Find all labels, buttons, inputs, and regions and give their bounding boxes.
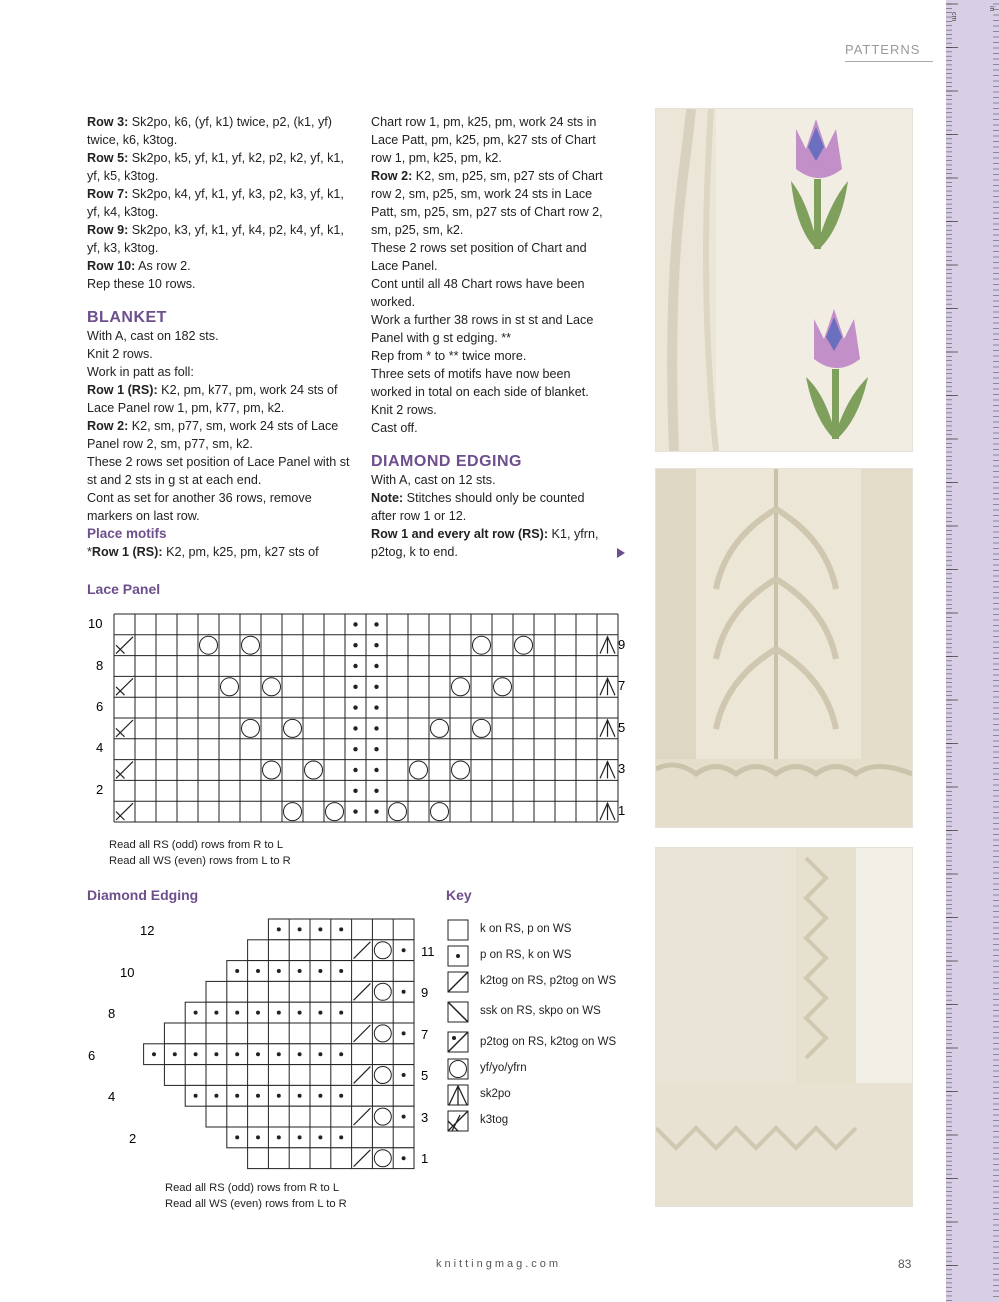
header-rule [845,61,933,62]
ssk-icon [448,1002,468,1022]
row-number: 12 [140,923,155,938]
row-number: 9 [618,637,626,652]
ruler-unit: cm [950,12,957,22]
body-line: With A, cast on 182 sts. [87,329,219,343]
row-number: 6 [96,699,104,714]
section-label: PATTERNS [845,42,921,57]
chart-note: Read all WS (even) rows from L to R [109,855,291,867]
row-number: 1 [618,803,626,818]
diamond-edging-notes [165,1180,347,1212]
note-line: Note: Stitches should only be counted after row 1 or 12. [371,491,585,523]
pattern-row: Row 1 (RS): K2, pm, k77, pm, work 24 sts of Lace Panel row 1, pm, k77, pm, k2. [87,383,338,415]
key-label: ssk on RS, skpo on WS [480,1005,601,1017]
body-line: Work a further 38 rows in st st and Lace Panel with g st edging. ** [371,313,594,345]
tulip-blanket-photo [655,108,913,452]
yarn-over-icon [448,1059,468,1079]
diamond-edging-photo [655,847,913,1207]
body-line: Cast off. [371,421,418,435]
row-number: 4 [96,740,104,755]
ruler-unit: in [988,6,995,12]
knit-square-icon [448,920,468,940]
body-line: Rep from * to ** twice more. [371,349,527,363]
row-number: 8 [96,658,104,673]
key-label: p2tog on RS, k2tog on WS [480,1036,617,1048]
pattern-row: *Row 1 (RS): K2, pm, k25, pm, k27 sts of [87,545,319,559]
body-line: Three sets of motifs have now been worked in total on each side of blanket. [371,367,589,399]
key-label: yf/yo/yfrn [480,1062,527,1074]
lace-panel-notes [109,837,291,869]
page-number: 83 [898,1257,912,1271]
key-label: sk2po [480,1088,511,1100]
row-number: 9 [421,985,429,1000]
pattern-row: Row 7: Sk2po, k4, yf, k1, yf, k3, p2, k3, yf, k1, yf, k4, k3tog. [87,187,344,219]
key-title: Key [446,887,472,903]
repeat-line: Rep these 10 rows. [87,277,196,291]
diamond-edging-heading: DIAMOND EDGING [371,453,522,470]
pattern-row: Row 1 and every alt row (RS): K1, yfrn, p2tog, k to end. [371,527,599,559]
diamond-edging-chart [82,915,442,1175]
continue-arrow-icon [617,548,625,558]
body-line: With A, cast on 12 sts. [371,473,496,487]
key-label: k on RS, p on WS [480,923,572,935]
row-number: 3 [618,761,626,776]
row-number: 7 [618,678,626,693]
pattern-row: Row 10: As row 2. [87,259,191,273]
place-motifs-heading: Place motifs [87,526,167,541]
key-symbols [446,918,470,1138]
body-line: These 2 rows set position of Lace Panel with st st and 2 sts in g st at each end. [87,455,350,487]
chart-note: Read all RS (odd) rows from R to L [109,839,284,851]
diamond-edging-title: Diamond Edging [87,887,199,903]
pattern-row: Row 2: K2, sm, p77, sm, work 24 sts of Lace Panel row 2, sm, p77, sm, k2. [87,419,339,451]
key-label: k3tog [480,1114,509,1126]
body-line: Chart row 1, pm, k25, pm, work 24 sts in Lace Patt, pm, k25, pm, k27 sts of Chart row 1, pm, k25, pm, k2. [371,115,597,165]
lace-panel-chart [80,610,640,830]
body-line: Cont until all 48 Chart rows have been worked. [371,277,585,309]
row-number: 4 [108,1089,116,1104]
row-number: 10 [88,616,103,631]
text-column-right [371,113,613,561]
body-line: Knit 2 rows. [87,347,153,361]
chart-note: Read all RS (odd) rows from R to L [165,1182,340,1194]
footer-site: knittingmag.com [436,1258,562,1270]
chart-note: Read all WS (even) rows from L to R [165,1198,347,1210]
pattern-row: Row 3: Sk2po, k6, (yf, k1) twice, p2, (k1, yf) twice, k6, k3tog. [87,115,332,147]
pattern-row: Row 5: Sk2po, k5, yf, k1, yf, k2, p2, k2, yf, k1, yf, k5, k3tog. [87,151,344,183]
key-label: k2tog on RS, p2tog on WS [480,975,617,987]
key-label: p on RS, k on WS [480,949,572,961]
pattern-row: Row 2: K2, sm, p25, sm, p27 sts of Chart row 2, sm, p25, sm, work 24 sts in Lace Patt, sm, p25, sm, p27 sts of Chart row 2, sm, p25, sm, k2. [371,169,603,237]
k3tog-icon [448,1111,468,1131]
k2tog-icon [448,972,468,992]
measuring-ruler [946,0,999,1302]
lace-panel-title: Lace Panel [87,581,161,597]
row-number: 1 [421,1151,429,1166]
body-line: Work in patt as foll: [87,365,194,379]
body-line: Cont as set for another 36 rows, remove markers on last row. [87,491,312,523]
blanket-heading: BLANKET [87,309,167,326]
row-number: 10 [120,965,135,980]
text-column-left [87,113,357,561]
row-number: 6 [88,1048,96,1063]
lace-panel-photo [655,468,913,828]
purl-dot-icon [448,946,468,966]
row-number: 5 [618,720,626,735]
row-number: 7 [421,1027,429,1042]
pattern-row: Row 9: Sk2po, k3, yf, k1, yf, k4, p2, k4, yf, k1, yf, k3, k3tog. [87,223,344,255]
row-number: 11 [421,944,435,959]
p2tog-icon [448,1032,468,1052]
body-line: Knit 2 rows. [371,403,437,417]
row-number: 3 [421,1110,429,1125]
row-number: 2 [96,782,104,797]
row-number: 2 [129,1131,137,1146]
row-number: 5 [421,1068,429,1083]
sk2po-icon [448,1085,468,1105]
body-line: These 2 rows set position of Chart and Lace Panel. [371,241,587,273]
row-number: 8 [108,1006,116,1021]
